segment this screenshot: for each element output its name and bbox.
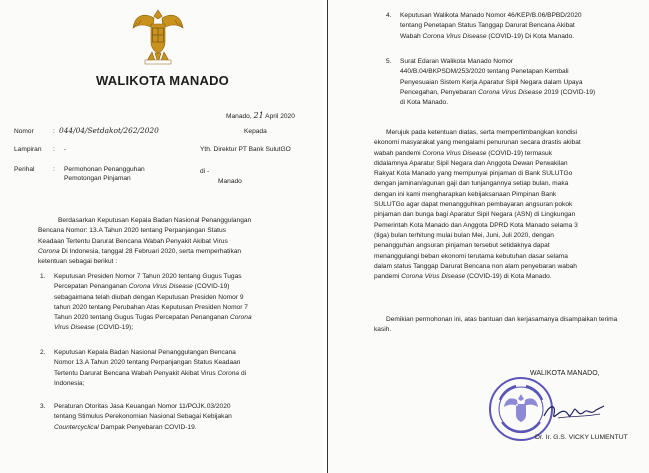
perihal-label: Perihal xyxy=(14,166,35,173)
list-item-1: Keputusan Presiden Nomor 7 Tahun 2020 tentang Gugus Tugas Percepatan Penanganan Corona Virus Disease (COVID-19) sebagaimana telah diubah dengan Keputusan Presiden Nomor 9 tahun 2020 tentang Perubahan Atas Keputusan Presiden Nomor 7 Tahun 2020 tentang Gugus Tugas Percepatan Penanganan Corona Virus Disease (COVID-19); xyxy=(54,273,252,332)
list-item-4: Keputusan Walikota Manado Nomor 46/KEP/B.06/BPBD/2020 tentang Penetapan Status Tanggap Darurat Bencana Akibat Wabah Corona Virus Disease (COVID-19) Di Kota Manado. xyxy=(400,12,582,40)
lampiran-value: - xyxy=(64,146,67,153)
nomor-value: 044/04/Setdakot/262/2020 xyxy=(59,126,159,135)
list-item-number: 1. xyxy=(40,273,46,280)
perihal-line-1: Permohonan Penangguhan xyxy=(64,166,145,173)
list-item-3: Peraturan Otoritas Jasa Keuangan Nomor 11/POJK.03/2020 tentang Stimulus Perekonomian Nasional Sebagai Kebijakan Countercyclical Dampak Penyebaran COVID-19. xyxy=(54,403,232,431)
nomor-colon: : xyxy=(53,128,55,135)
signatory-office: WALIKOTA MANADO, xyxy=(530,370,600,377)
kepada-label: Kepada xyxy=(244,128,267,135)
handwritten-signature xyxy=(540,400,610,424)
letterhead-title: WALIKOTA MANADO xyxy=(96,73,229,88)
nomor-label: Nomor xyxy=(14,128,34,135)
list-item-5: Surat Edaran Walikota Manado Nomor 440/B.04/BKPSDM/253/2020 tentang Penetapan Kembali Penyesuaian Sistem Kerja Aparatur Sipil Negara dalam Upaya Pencegahan, Penyebaran Corona Virus Disease 2019 (COVID-19) di Kota Manado. xyxy=(400,58,596,107)
list-item-number: 5. xyxy=(386,58,392,65)
addressee: Yth. Direktur PT Bank SulutGO xyxy=(200,146,291,153)
letter-date: Manado, 21 April 2020 xyxy=(226,111,295,120)
list-item-number: 3. xyxy=(40,403,46,410)
intro-paragraph: Berdasarkan Keputusan Kepala Badan Nasional Penanggulangan Bencana Nomor: 13.A Tahun 2020 tentang Perpanjangan Status Keadaan Tertentu Darurat Bencana Wabah Penyakit Akibat Virus Corona Di Indonesia, tanggal 28 Februari 2020, serta memperhatikan ketentuan sebagai berikut : xyxy=(38,217,252,266)
lampiran-label: Lampiran xyxy=(14,146,42,153)
list-item-2: Keputusan Kepala Badan Nasional Penanggulangan Bencana Nomor 13.A Tahun 2020 tentang Perpanjangan Status Keadaan Tertentu Darurat Bencana Wabah Penyakit Akibat Virus Corona di Indonesia; xyxy=(54,349,247,387)
lampiran-colon: : xyxy=(53,146,55,153)
perihal-colon: : xyxy=(53,166,55,173)
letter-page-1 xyxy=(0,0,323,473)
list-item-number: 2. xyxy=(40,349,46,356)
list-item-number: 4. xyxy=(386,12,392,19)
signatory-name: Dr. Ir. G.S. VICKY LUMENTUT xyxy=(535,434,628,441)
place-label: Manado xyxy=(218,178,242,185)
closing-paragraph: Demikian permohonan ini, atas bantuan dan kerjasamanya disampaikan terima kasih. xyxy=(374,316,618,334)
garuda-emblem xyxy=(131,6,185,66)
perihal-line-2: Pemotongan Pinjaman xyxy=(64,175,131,182)
di-label: di - xyxy=(200,168,210,175)
body-paragraph: Merujuk pada ketentuan diatas, serta mempertimbangkan kondisi ekonomi masyarakat yang mengalami penurunan secara drastis akibat wabah pandemi Corona Virus Disease (COVID-19) termasuk didalamnya Aparatur Sipil Negara dan Anggota Dewan Perwakilan Rakyat Kota Manado yang mempunyai pinjaman di Bank SULUTGo dengan jaminan/agunan gaji dan tunjangannya setiap bulan, maka dengan ini kami mengharapkan kebijaksanaan Pimpinan Bank SULUTGo agar dapat menangguhkan pembayaran angsuran pokok pinjaman dan bunga bagi Aparatur Sipil Negara (ASN) di Lingkungan Pemerintah Kota Manado dan Anggota DPRD Kota Manado selama 3 (tiga) bulan terhitung mulai bulan Mei, Juni, Juli 2020, dengan penangguhan angsuran pinjaman tersebut setidaknya dapat menanggulangi beban ekonomi terutama kebutuhan dasar selama dalam status Tanggap Darurat Bencana non alam penyebaran wabah pandemi Corona Virus Disease (COVID-19) di Kota Manado. xyxy=(374,129,581,281)
